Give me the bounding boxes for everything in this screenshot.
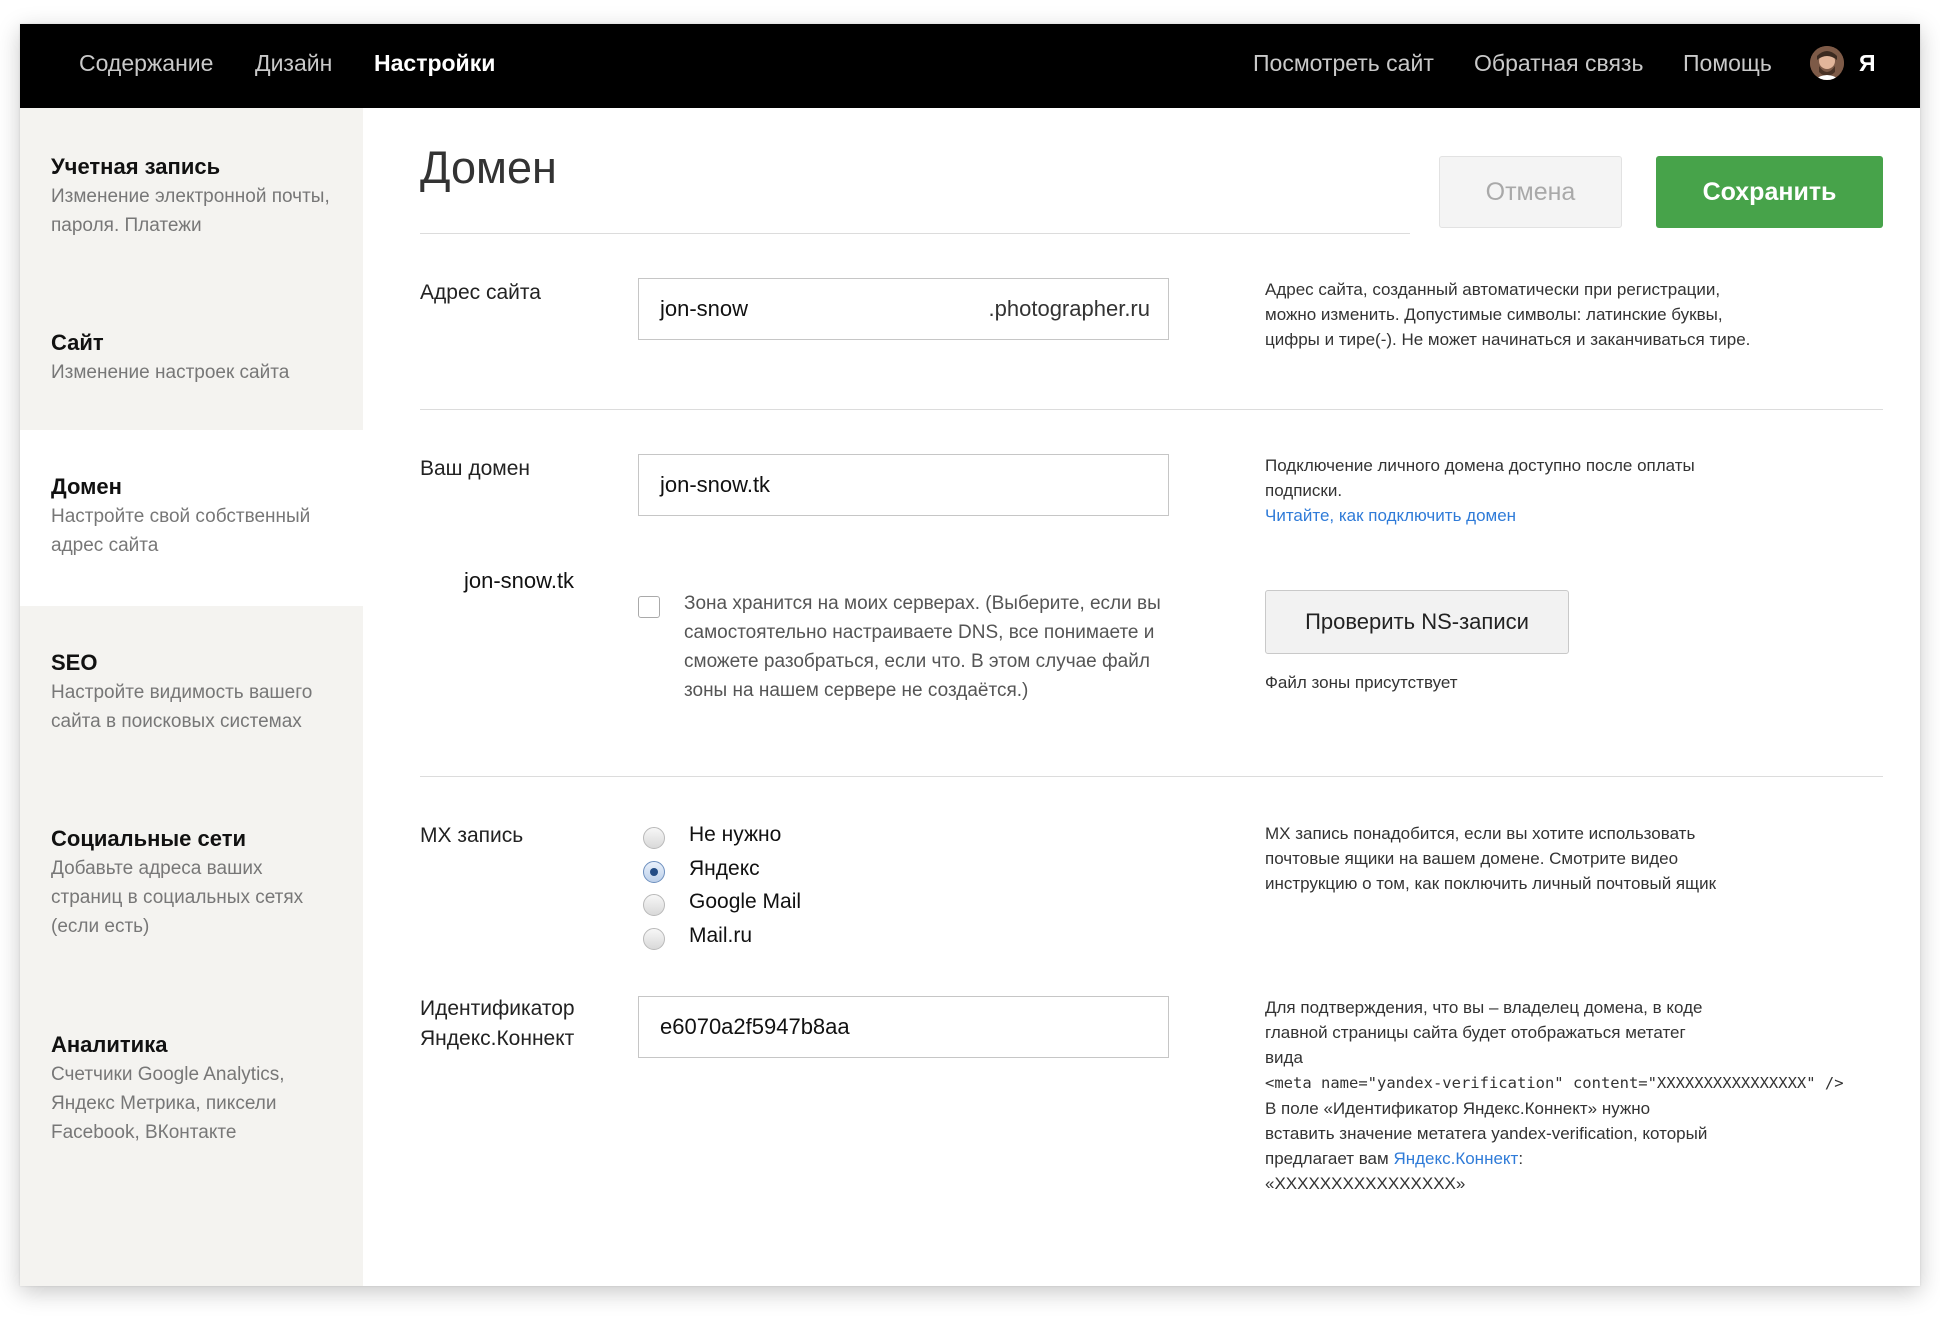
yandex-connect-help-text: В поле «Идентификатор Яндекс.Коннект» нужно вставить значение метатега yandex-verification, который предлагает вам bbox=[1265, 1099, 1708, 1168]
user-avatar-icon bbox=[1810, 46, 1844, 80]
mx-radio-label[interactable]: Mail.ru bbox=[689, 924, 753, 947]
sidebar-item-desc: Добавьте адреса ваших страниц в социальных сетях (если есть) bbox=[51, 858, 304, 937]
yandex-connect-help-text: Для подтверждения, что вы – владелец домена, в коде главной страницы сайта будет отображаться метатег вида bbox=[1265, 998, 1703, 1067]
sidebar-item-title: Сайт bbox=[51, 330, 104, 355]
mx-radio-label[interactable]: Google Mail bbox=[689, 890, 802, 913]
sidebar-item-desc: Изменение настроек сайта bbox=[51, 362, 290, 383]
site-address-help: Адрес сайта, созданный автоматически при регистрации, можно изменить. Допустимые символы: латинские буквы, цифры и тире(-). Не может начинаться и заканчиваться тире. bbox=[1265, 280, 1751, 349]
sidebar-item-title: Социальные сети bbox=[51, 826, 247, 851]
nav-view-site[interactable]: Посмотреть сайт bbox=[1253, 50, 1434, 76]
sidebar-item-social[interactable] bbox=[20, 782, 363, 988]
zone-checkbox-label: Зона хранится на моих серверах. (Выберите, если вы самостоятельно настраиваете DNS, все понимаете и сможете разобраться, если что. В этом случае файл зоны на нашем сервере не создаётся.) bbox=[684, 593, 1161, 701]
site-address-suffix: .photographer.ru bbox=[988, 296, 1150, 321]
title-divider bbox=[420, 233, 1410, 234]
mx-radio-label[interactable]: Не нужно bbox=[689, 823, 782, 846]
sidebar-item-analytics[interactable] bbox=[20, 988, 363, 1188]
sidebar-item-domain[interactable] bbox=[20, 430, 363, 606]
sidebar-item-title: Домен bbox=[51, 474, 122, 499]
check-ns-button[interactable]: Проверить NS-записи bbox=[1265, 590, 1569, 654]
sidebar-item-site[interactable] bbox=[20, 284, 363, 430]
your-domain-input[interactable] bbox=[638, 454, 1169, 516]
yandex-connect-input[interactable] bbox=[638, 996, 1169, 1058]
sidebar-item-desc: Настройте свой собственный адрес сайта bbox=[51, 506, 311, 556]
your-domain-help-text: Подключение личного домена доступно после оплаты подписки. bbox=[1265, 456, 1695, 500]
sidebar-item-desc: Настройте видимость вашего сайта в поисковых системах bbox=[51, 682, 313, 732]
cancel-button[interactable]: Отмена bbox=[1439, 156, 1622, 228]
nav-help[interactable]: Помощь bbox=[1683, 50, 1772, 76]
site-address-input[interactable] bbox=[638, 278, 1169, 340]
section-divider bbox=[420, 776, 1883, 777]
top-nav-bar bbox=[20, 24, 1920, 108]
mx-radio-none[interactable] bbox=[643, 827, 665, 849]
section-divider bbox=[420, 409, 1883, 410]
sidebar-item-seo[interactable] bbox=[20, 606, 363, 782]
yandex-connect-link[interactable]: Яндекс.Коннект bbox=[1393, 1149, 1519, 1168]
nav-user-label[interactable]: Я bbox=[1859, 50, 1876, 76]
yandex-connect-help-colon: : bbox=[1518, 1149, 1524, 1168]
nav-design[interactable]: Дизайн bbox=[255, 50, 333, 76]
mx-radio-mailru[interactable] bbox=[643, 928, 665, 950]
yandex-connect-label bbox=[420, 994, 575, 1054]
page-title: Домен bbox=[420, 142, 557, 193]
sidebar-item-account[interactable] bbox=[20, 108, 363, 284]
settings-window bbox=[20, 24, 1920, 1286]
yandex-connect-help-text: «XXXXXXXXXXXXXXXX» bbox=[1265, 1174, 1466, 1193]
mx-radio-google[interactable] bbox=[643, 894, 665, 916]
zone-on-my-servers-checkbox[interactable] bbox=[638, 596, 660, 618]
nav-feedback[interactable]: Обратная связь bbox=[1474, 50, 1644, 76]
zone-status: Файл зоны присутствует bbox=[1265, 673, 1458, 692]
yandex-connect-help bbox=[1265, 995, 1844, 1196]
settings-sidebar bbox=[20, 108, 363, 1286]
sidebar-item-desc: Счетчики Google Analytics, Яндекс Метрика, пиксели Facebook, ВКонтакте bbox=[51, 1064, 285, 1143]
connect-domain-link[interactable]: Читайте, как подключить домен bbox=[1265, 506, 1517, 525]
domain-caption: jon-snow.tk bbox=[464, 568, 575, 593]
yandex-connect-value: e6070a2f5947b8aa bbox=[660, 1014, 850, 1039]
your-domain-label: Ваш домен bbox=[420, 457, 531, 480]
nav-content[interactable]: Содержание bbox=[79, 50, 214, 76]
site-address-value: jon-snow bbox=[660, 296, 749, 321]
mx-help: MX запись понадобится, если вы хотите использовать почтовые ящики на вашем домене. Смотрите видео инструкцию о том, как поключить личный почтовый ящик bbox=[1265, 824, 1717, 893]
mx-radio-yandex[interactable] bbox=[643, 861, 665, 883]
user-avatar[interactable] bbox=[1810, 46, 1844, 80]
mx-radio-label[interactable]: Яндекс bbox=[689, 857, 760, 880]
site-address-label: Адрес сайта bbox=[420, 281, 541, 304]
sidebar-item-title: Аналитика bbox=[51, 1032, 168, 1057]
mx-label: MX запись bbox=[420, 824, 524, 847]
save-button[interactable]: Сохранить bbox=[1656, 156, 1883, 228]
sidebar-item-title: SEO bbox=[51, 650, 98, 675]
sidebar-item-title: Учетная запись bbox=[51, 154, 221, 179]
sidebar-item-desc: Изменение электронной почты, пароля. Платежи bbox=[51, 186, 330, 236]
your-domain-help bbox=[1265, 453, 1755, 528]
yandex-connect-label-line2: Яндекс.Коннект bbox=[420, 1027, 575, 1050]
your-domain-value: jon-snow.tk bbox=[660, 472, 771, 497]
nav-settings[interactable]: Настройки bbox=[374, 50, 496, 76]
meta-tag-example: <meta name="yandex-verification" content="XXXXXXXXXXXXXXXX" /> bbox=[1265, 1074, 1844, 1092]
yandex-connect-label-line1: Идентификатор bbox=[420, 997, 575, 1020]
